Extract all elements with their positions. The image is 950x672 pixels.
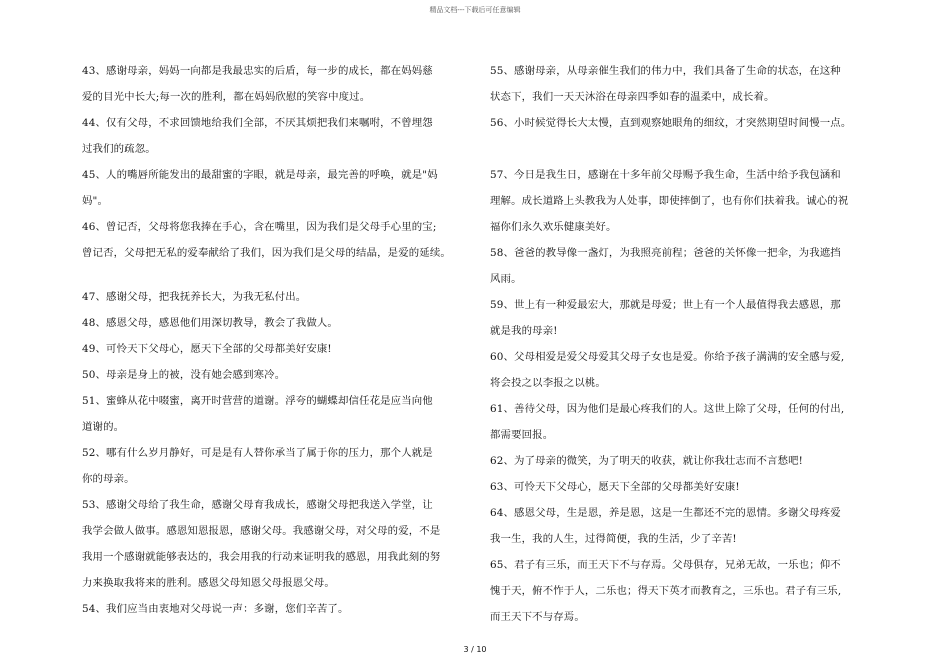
paragraph-line: 64、感恩父母，生是恩，养是恩，这是一生都还不完的恩情。多谢父母疼爱 [490, 507, 841, 519]
paragraph-line: 43、感谢母亲，妈妈一向都是我最忠实的后盾，每一步的成长，都在妈妈慈 [82, 65, 433, 77]
paragraph-line: 48、感恩父母，感恩他们用深切教导，教会了我做人。 [82, 317, 338, 329]
paragraph [82, 388, 477, 440]
paragraph [490, 474, 885, 500]
paragraph-line: 63、可怜天下父母心，愿天下全部的父母都美好安康! [490, 481, 740, 493]
paragraph [490, 110, 885, 136]
paragraph [82, 214, 477, 266]
paragraph-line: 57、今日是我生日，感谢在十多年前父母赐予我生命，生活中给予我包涵和 [490, 169, 841, 181]
paragraph-line: 福你们永久欢乐健康美好。 [490, 221, 617, 233]
paragraph-line: 62、为了母亲的微笑，为了明天的收获，就让你我壮志而不言愁吧! [490, 455, 803, 467]
paragraph [82, 492, 477, 596]
paragraph [82, 58, 477, 110]
paragraph-line: 54、我们应当由衷地对父母说一声：多谢，您们辛苦了。 [82, 603, 349, 615]
paragraph [490, 552, 885, 630]
paragraph-line: 风雨。 [490, 273, 522, 285]
paragraph [82, 362, 477, 388]
paragraph-line: 51、蜜蜂从花中啜蜜，离开时营营的道谢。浮夸的蝴蝶却信任花是应当向他 [82, 395, 433, 407]
paragraph [490, 58, 885, 110]
paragraph [82, 310, 477, 336]
paragraph [82, 110, 477, 162]
paragraph-line: 状态下，我们一天天沐浴在母亲四季如春的温柔中，成长着。 [490, 91, 775, 103]
paragraph-line: 47、感谢父母，把我抚养长大，为我无私付出。 [82, 291, 307, 303]
paragraph [82, 284, 477, 310]
paragraph [490, 240, 885, 292]
paragraph [82, 440, 477, 492]
paragraph-line: 52、哪有什么岁月静好，可是是有人替你承当了属于你的压力，那个人就是 [82, 447, 433, 459]
paragraph [490, 162, 885, 240]
paragraph-line: 55、感谢母亲，从母亲催生我们的伟力中，我们具备了生命的状态，在这种 [490, 65, 841, 77]
paragraph-line: 58、爸爸的教导像一盏灯，为我照亮前程；爸爸的关怀像一把伞，为我遮挡 [490, 247, 841, 259]
paragraph-line: 60、父母相爱是爱父母爱其父母子女也是爱。你给予孩子满满的安全感与爱, [490, 351, 845, 363]
paragraph-line: 愧于天，俯不怍于人，二乐也；得天下英才而教育之，三乐也。君子有三乐, [490, 585, 842, 597]
paragraph-line: 就是我的母亲! [490, 325, 558, 337]
paragraph-line: 61、善待父母，因为他们是最心疼我们的人。这世上除了父母，任何的付出, [490, 403, 845, 415]
paragraph-line: 都需要回报。 [490, 429, 554, 441]
paragraph-line: 曾记否，父母把无私的爱奉献给了我们，因为我们是父母的结晶，是爱的延续。 [82, 247, 451, 259]
paragraph-line: 力来换取我将来的胜利。感恩父母知恩父母报恩父母。 [82, 577, 335, 589]
paragraph-line: 过我们的疏忽。 [82, 143, 156, 155]
paragraph [82, 596, 477, 622]
page-number: 3 / 10 [463, 645, 487, 654]
paragraph-line: 我用一个感谢就能够表达的，我会用我的行动来证明我的感恩，用我此刻的努 [82, 551, 441, 563]
paragraph-line: 50、母亲是身上的被，没有她会感到寒冷。 [82, 369, 286, 381]
page-header: 精品文档---下载后可任意编辑 [429, 6, 521, 14]
paragraph [490, 396, 885, 448]
paragraph-line: 59、世上有一种爱最宏大，那就是母爱；世上有一个人最值得我去感恩，那 [490, 299, 841, 311]
paragraph-line: 而王天下不与存焉。 [490, 611, 585, 623]
paragraph [82, 162, 477, 214]
paragraph-line: 56、小时候觉得长大太慢，直到观察她眼角的细纹，才突然期望时间慢一点。 [490, 117, 852, 129]
paragraph-line: 46、曾记否，父母将您我捧在手心，含在嘴里，因为我们是父母手心里的宝; [82, 221, 437, 233]
paragraph-line: 我一生，我的人生，过得简便，我的生活，少了辛苦! [490, 533, 737, 545]
paragraph-line: 65、君子有三乐，而王天下不与存焉。父母俱存，兄弟无故，一乐也；仰不 [490, 559, 841, 571]
paragraph-line: 你的母亲。 [82, 473, 135, 485]
paragraph [490, 292, 885, 344]
paragraph-line: 53、感谢父母给了我生命，感谢父母育我成长，感谢父母把我送入学堂，让 [82, 499, 433, 511]
paragraph-line: 爱的目光中长大;每一次的胜利，都在妈妈欣慰的笑容中度过。 [82, 91, 371, 103]
paragraph [490, 500, 885, 552]
paragraph-line: 45、人的嘴唇所能发出的最甜蜜的字眼，就是母亲，最完善的呼唤，就是"妈 [82, 169, 438, 181]
paragraph-line: 44、仅有父母，不求回馈地给我们全部，不厌其烦把我们来嘱咐，不曾埋怨 [82, 117, 433, 129]
paragraph-line: 理解。成长道路上头教我为人处事，即使摔倒了，也有你们扶着我。诚心的祝 [490, 195, 849, 207]
paragraph [490, 448, 885, 474]
paragraph-line: 道谢的。 [82, 421, 125, 433]
paragraph-line: 我学会做人做事。感恩知恩报恩，感谢父母。我感谢父母，对父母的爱，不是 [82, 525, 441, 537]
paragraph [490, 344, 885, 396]
paragraph [82, 336, 477, 362]
paragraph-line: 49、可怜天下父母心，愿天下全部的父母都美好安康! [82, 343, 332, 355]
paragraph-line: 妈"。 [82, 195, 109, 207]
paragraph-line: 将会投之以李报之以桃。 [490, 377, 606, 389]
